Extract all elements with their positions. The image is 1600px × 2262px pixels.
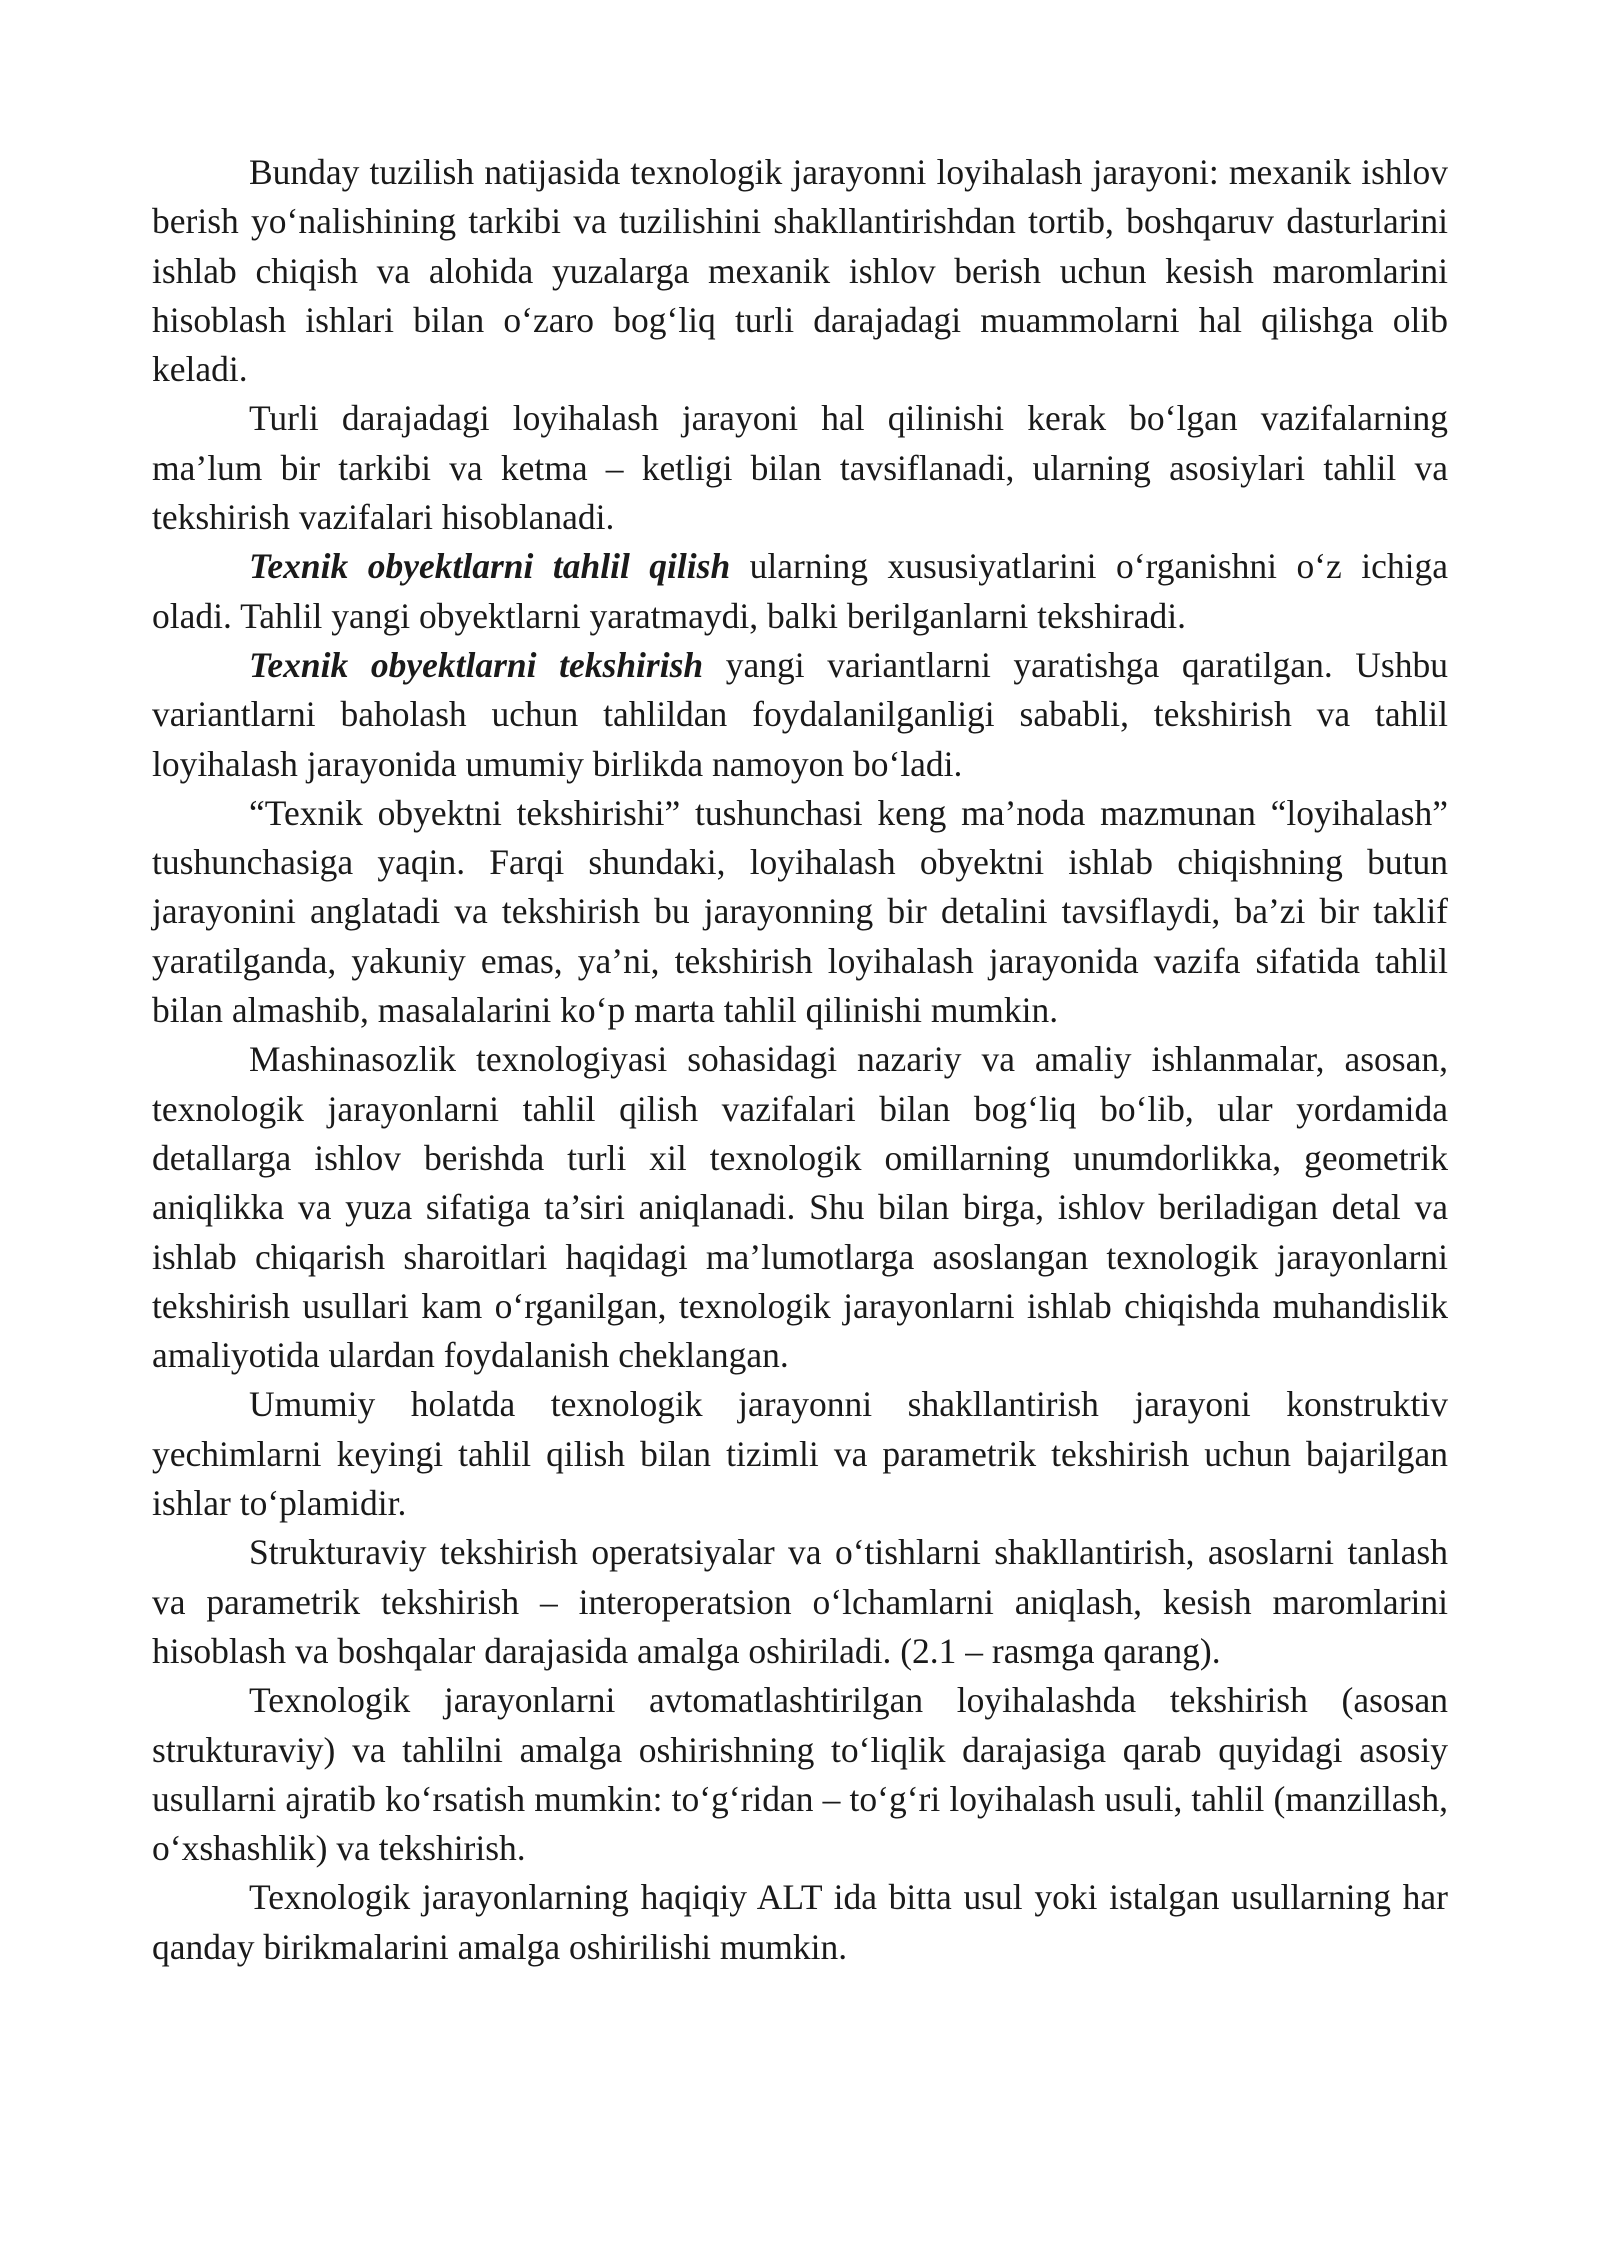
paragraph-text: Mashinasozlik texnologiyasi sohasidagi nazariy va amaliy ishlanmalar, asosan, texnologik jarayonlarni tahlil qilish vazifalari bilan bog‘liq bo‘lib, ular yordamida detallarga ishlov berishda turli xil texnologik omillarning unumdorlikka, geometrik aniqlikka va yuza sifatiga ta’siri aniqlanadi. Shu bilan birga, ishlov beriladigan detal va ishlab chiqarish sharoitlari haqidagi ma’lumotlarga asoslangan texnologik jarayonlarni tekshirish usullari kam o‘rganilgan, texnologik jarayonlarni ishlab chiqishda muhandislik amaliyotida ulardan foydalanish cheklangan.	[152, 1039, 1448, 1376]
document-page	[152, 148, 1448, 1972]
paragraph-text: yangi variantlarni yaratishga qaratilgan. Ushbu variantlarni baholash uchun tahlildan foydalanilganligi sababli, tekshirish va tahlil loyihalash jarayonida umumiy birlikda namoyon bo‘ladi.	[152, 644, 1448, 784]
paragraph-2	[152, 394, 1448, 542]
paragraph-9	[152, 1676, 1448, 1873]
paragraph-7	[152, 1380, 1448, 1528]
paragraph-term: Texnik obyektlarni tahlil qilish	[249, 546, 731, 587]
paragraph-text: Bunday tuzilish natijasida texnologik jarayonni loyihalash jarayoni: mexanik ishlov berish yo‘nalishining tarkibi va tuzilishini shakllantirishdan tortib, boshqaruv dasturlarini ishlab chiqish va alohida yuzalarga mexanik ishlov berish uchun kesish maromlarini hisoblash ishlari bilan o‘zaro bog‘liq turli darajadagi muammolarni hal qilishga olib keladi.	[152, 152, 1448, 390]
paragraph-term: Texnik obyektlarni tekshirish	[249, 644, 704, 685]
paragraph-3	[152, 542, 1448, 641]
paragraph-text: “Texnik obyektni tekshirishi” tushunchasi keng ma’noda mazmunan “loyihalash” tushunchasiga yaqin. Farqi shundaki, loyihalash obyektni ishlab chiqishning butun jarayonini anglatadi va tekshirish bu jarayonning bir detalini tavsiflaydi, ba’zi bir taklif yaratilganda, yakuniy emas, ya’ni, tekshirish loyihalash jarayonida vazifa sifatida tahlil bilan almashib, masalalarini ko‘p marta tahlil qilinishi mumkin.	[152, 792, 1448, 1031]
paragraph-text: Texnologik jarayonlarni avtomatlashtirilgan loyihalashda tekshirish (asosan strukturaviy) va tahlilni amalga oshirishning to‘liqlik darajasiga qarab quyidagi asosiy usullarni ajratib ko‘rsatish mumkin: to‘g‘ridan – to‘g‘ri loyihalash usuli, tahlil (manzillash, o‘xshashlik) va tekshirish.	[152, 1680, 1448, 1869]
paragraph-text: Umumiy holatda texnologik jarayonni shakllantirish jarayoni konstruktiv yechimlarni keyingi tahlil qilish bilan tizimli va parametrik tekshirish uchun bajarilgan ishlar to‘plamidir.	[152, 1384, 1448, 1524]
paragraph-5	[152, 789, 1448, 1035]
paragraph-10	[152, 1873, 1448, 1972]
paragraph-6	[152, 1035, 1448, 1380]
paragraph-text: ularning xususiyatlarini o‘rganishni o‘z ichiga oladi. Tahlil yangi obyektlarni yaratmaydi, balki berilganlarni tekshiradi.	[152, 546, 1448, 636]
paragraph-8	[152, 1528, 1448, 1676]
paragraph-text: Turli darajadagi loyihalash jarayoni hal qilinishi kerak bo‘lgan vazifalarning ma’lum bir tarkibi va ketma – ketligi bilan tavsiflanadi, ularning asosiylari tahlil va tekshirish vazifalari hisoblanadi.	[152, 398, 1448, 538]
paragraph-text: Strukturaviy tekshirish operatsiyalar va o‘tishlarni shakllantirish, asoslarni tanlash va parametrik tekshirish – interoperatsion o‘lchamlarni aniqlash, kesish maromlarini hisoblash va boshqalar darajasida amalga oshiriladi. (2.1 – rasmga qarang).	[152, 1532, 1448, 1671]
paragraph-1	[152, 148, 1448, 394]
paragraph-4	[152, 641, 1448, 789]
paragraph-text: Texnologik jarayonlarning haqiqiy ALT ida bitta usul yoki istalgan usullarning har qanday birikmalarini amalga oshirilishi mumkin.	[152, 1877, 1448, 1967]
